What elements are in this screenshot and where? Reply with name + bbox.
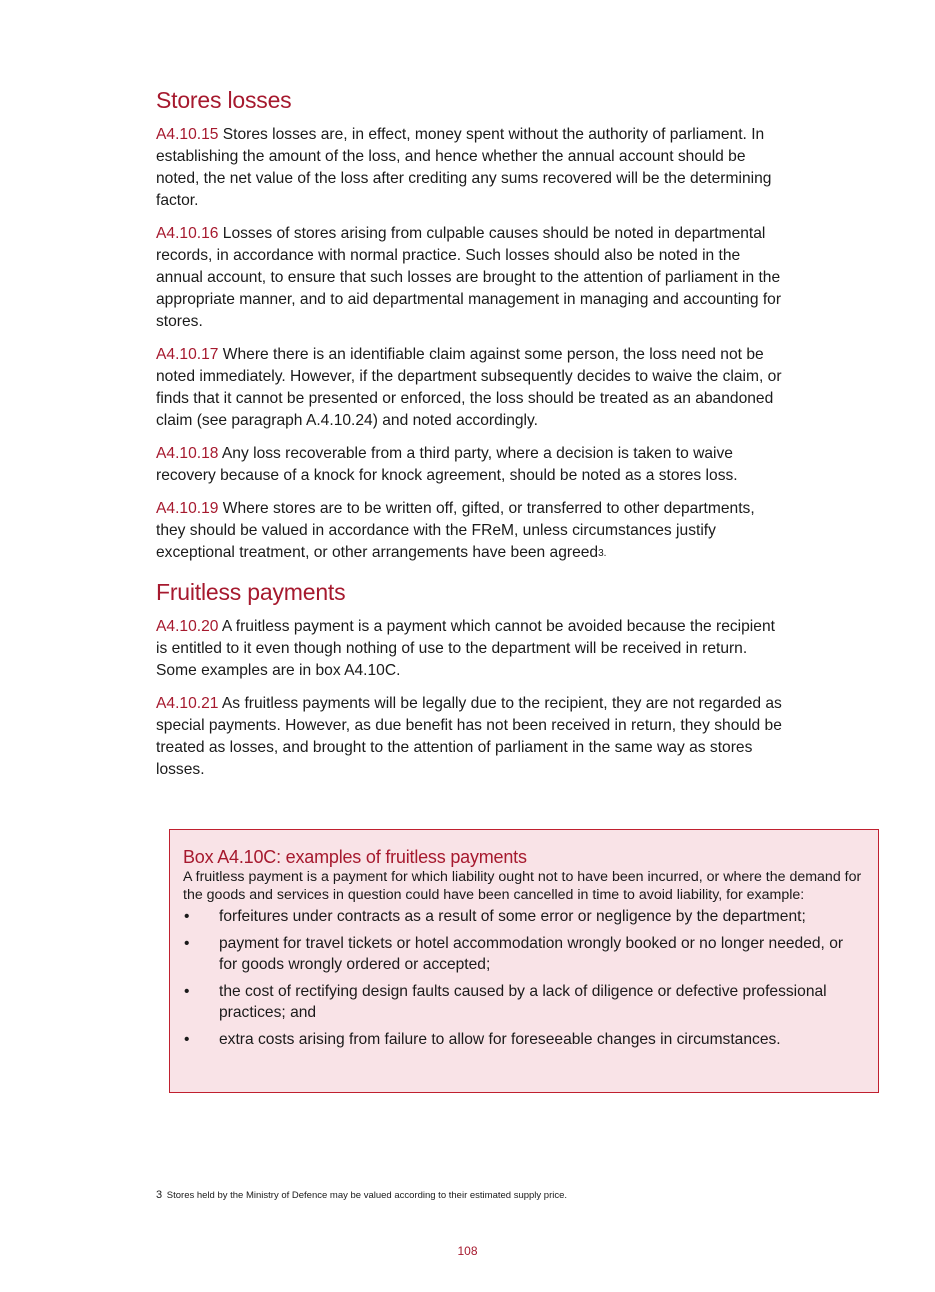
section-heading-stores-losses: Stores losses	[156, 87, 292, 113]
paragraph-number: A4.10.15	[156, 126, 219, 143]
box-fruitless-payments-examples	[169, 829, 879, 1093]
paragraph-a4-10-16	[156, 223, 784, 333]
list-item	[183, 906, 864, 927]
bullet-icon: •	[184, 1031, 190, 1048]
footnote	[156, 1188, 856, 1203]
paragraph-a4-10-17	[156, 344, 784, 432]
paragraph-number: A4.10.16	[156, 225, 219, 242]
list-item-text: forfeitures under contracts as a result of some error or negligence by the department;	[219, 908, 806, 925]
box-title: Box A4.10C: examples of fruitless payments	[183, 847, 527, 867]
list-item-text: extra costs arising from failure to allow for foreseeable changes in circumstances.	[219, 1031, 781, 1048]
paragraph-text: Any loss recoverable from a third party, where a decision is taken to waive recovery because of a knock for knock agreement, should be noted as a stores loss.	[156, 445, 738, 484]
paragraph-a4-10-20	[156, 616, 784, 682]
paragraph-number: A4.10.20	[156, 618, 219, 635]
list-item-text: payment for travel tickets or hotel accommodation wrongly booked or no longer needed, or for goods wrongly ordered or accepted;	[219, 935, 844, 973]
bullet-icon: •	[184, 983, 190, 1000]
footnote-text: Stores held by the Ministry of Defence may be valued according to their estimated supply price.	[166, 1190, 568, 1201]
paragraph-text: Where there is an identifiable claim against some person, the loss need not be noted immediately. However, if the department subsequently decides to waive the claim, or finds that it cannot be presented or enforced, the loss should be treated as an abandoned claim (see paragraph A.4.10.24) and noted accordingly.	[156, 346, 782, 429]
paragraph-a4-10-21	[156, 693, 784, 781]
bullet-icon: •	[184, 935, 190, 952]
paragraph-text: A fruitless payment is a payment which cannot be avoided because the recipient is entitled to it even though nothing of use to the department will be received in return. Some examples are in box A4.10C.	[156, 618, 775, 679]
page-number: 108	[457, 1244, 478, 1258]
list-item	[183, 1029, 864, 1050]
paragraph-number: A4.10.18	[156, 445, 219, 462]
paragraph-a4-10-19	[156, 498, 784, 566]
paragraph-a4-10-15	[156, 124, 784, 212]
paragraph-text: Where stores are to be written off, gifted, or transferred to other departments, they should be valued in accordance with the FReM, unless circumstances justify exceptional treatment, or other arrangements have been agreed	[156, 500, 755, 561]
paragraph-number: A4.10.21	[156, 695, 219, 712]
paragraph-text: Stores losses are, in effect, money spent without the authority of parliament. In establishing the amount of the loss, and hence whether the annual account should be noted, the net value of the loss after crediting any sums recovered will be the determining factor.	[156, 126, 772, 209]
paragraph-a4-10-18	[156, 443, 784, 487]
footnote-reference[interactable]: 3.	[598, 548, 607, 559]
box-intro: A fruitless payment is a payment for which liability ought not to have been incurred, or where the demand for the goods and services in question could have been cancelled in time to avoid liability, for example:	[183, 869, 862, 903]
list-item-text: the cost of rectifying design faults caused by a lack of diligence or defective professional practices; and	[219, 983, 827, 1021]
paragraph-text: As fruitless payments will be legally due to the recipient, they are not regarded as special payments. However, as due benefit has not been received in return, they should be treated as losses, and brought to the attention of parliament in the same way as stores losses.	[156, 695, 782, 778]
paragraph-number: A4.10.17	[156, 346, 219, 363]
bullet-icon: •	[184, 908, 190, 925]
list-item	[183, 981, 864, 1023]
list-item	[183, 933, 864, 975]
paragraph-text: Losses of stores arising from culpable causes should be noted in departmental records, in accordance with normal practice. Such losses should also be noted in the annual account, to ensure that such losses are brought to the attention of parliament in the appropriate manner, and to aid departmental management in managing and accounting for stores.	[156, 225, 782, 330]
box-bullet-list	[183, 906, 864, 1050]
main-content	[156, 86, 784, 792]
paragraph-number: A4.10.19	[156, 500, 219, 517]
footnote-number: 3	[156, 1189, 163, 1201]
section-heading-fruitless-payments: Fruitless payments	[156, 579, 346, 605]
